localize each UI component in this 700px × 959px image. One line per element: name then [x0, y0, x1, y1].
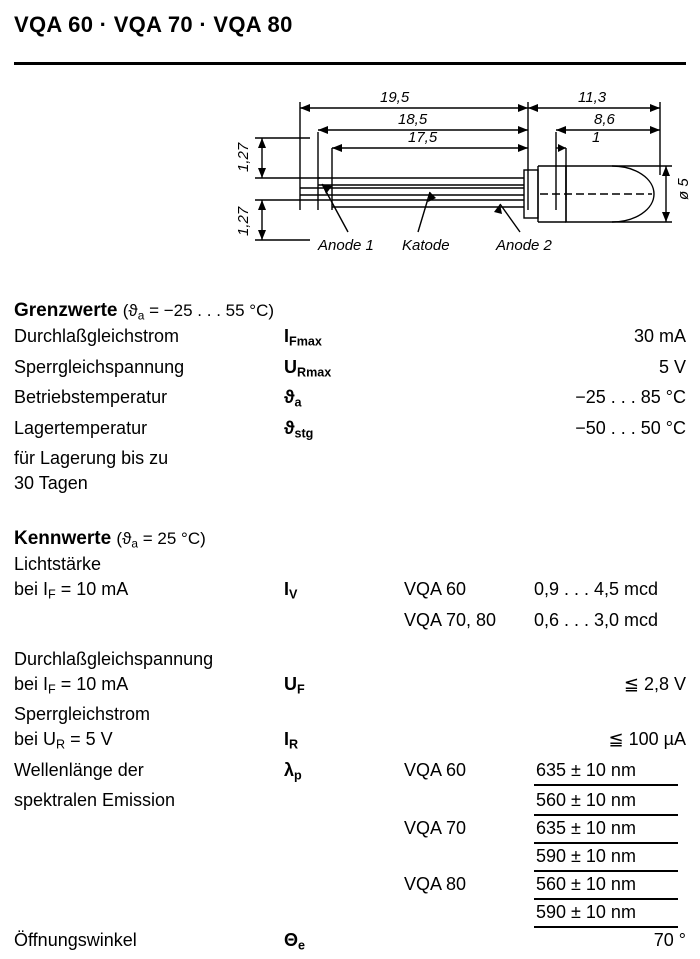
storage-note-line2: 30 Tagen	[14, 473, 88, 494]
limit-symbol: $ϑ_{stg}$	[284, 417, 314, 441]
char-symbol: $I_R$	[284, 729, 299, 752]
table-row	[14, 385, 686, 416]
table-row	[14, 758, 686, 789]
label-anode2: Anode 2	[496, 237, 552, 254]
dim-19-5: 19,5	[380, 89, 410, 106]
limits-heading-text: Grenzwerte	[14, 300, 118, 321]
table-row	[14, 727, 686, 758]
char-type: VQA 70, 80	[404, 609, 497, 630]
wavelength-type: VQA 60	[404, 759, 467, 780]
table-row	[14, 928, 686, 959]
storage-note-line1: für Lagerung bis zu	[14, 448, 169, 469]
table-row	[14, 900, 686, 928]
limits-condition: ($ϑ_a = -25$ . . . 55 °C)	[122, 301, 275, 323]
limit-name: Betriebstemperatur	[14, 387, 168, 408]
table-row	[14, 577, 686, 608]
limits-section	[14, 300, 686, 496]
limit-symbol: $ϑ_a$	[284, 387, 302, 410]
label-anode1: Anode 1	[318, 237, 374, 254]
limit-symbol: $I_{Fmax}$	[284, 326, 322, 349]
wavelength-value: 560 ± 10 nm	[534, 788, 678, 816]
dim-11-3: 11,3	[578, 89, 607, 106]
char-condition: bei $I_F = 10$ mA	[14, 673, 129, 697]
wavelength-value: 635 ± 10 nm	[534, 758, 678, 786]
char-condition: bei $I_F = 10$ mA	[14, 579, 129, 602]
page-title: VQA 60 · VQA 70 · VQA 80	[14, 12, 293, 37]
table-row	[14, 355, 686, 386]
characteristics-section	[14, 528, 686, 959]
dim-1: 1	[592, 129, 601, 146]
char-symbol: $U_F$	[284, 673, 305, 697]
table-row	[14, 844, 686, 872]
table-row	[14, 788, 686, 816]
char-type: VQA 60	[404, 579, 467, 600]
title-divider	[14, 62, 686, 65]
wavelength-type: VQA 80	[404, 874, 467, 895]
table-row	[14, 816, 686, 844]
table-row	[14, 672, 686, 703]
limit-value: −50 . . . 50 °C	[575, 417, 686, 438]
table-row	[14, 552, 686, 577]
limit-symbol: $U_{Rmax}$	[284, 356, 332, 380]
dim-18-5: 18,5	[398, 111, 428, 128]
char-value: 0,6 . . . 3,0 mcd	[534, 609, 659, 630]
wavelength-value: 560 ± 10 nm	[534, 872, 678, 900]
char-symbol: $I_V$	[284, 579, 298, 602]
wavelength-name2: spektralen Emission	[14, 790, 176, 811]
wavelength-value: 590 ± 10 nm	[534, 844, 678, 872]
limit-name: Lagertemperatur	[14, 417, 148, 438]
dim-17-5: 17,5	[408, 129, 438, 146]
char-condition: bei $U_R = 5$ V	[14, 729, 113, 752]
dim-8-6: 8,6	[594, 111, 615, 128]
char-name: Lichtstärke	[14, 554, 102, 575]
table-row	[14, 324, 686, 355]
table-row	[14, 702, 686, 727]
limit-value: 5 V	[658, 356, 686, 377]
dim-diameter: ø 5	[675, 178, 692, 200]
char-name: Durchlaßgleichspannung	[14, 648, 214, 669]
wavelength-symbol: $\lambda_p$	[284, 759, 302, 783]
wavelength-name: Wellenlänge der	[14, 759, 144, 780]
char-name: Sperrgleichstrom	[14, 704, 151, 725]
angle-value: 70 °	[653, 930, 686, 951]
angle-symbol: $\Theta_e$	[284, 930, 306, 953]
angle-name: Öffnungswinkel	[14, 930, 137, 951]
dim-1-27-upper: 1,27	[235, 142, 252, 172]
char-value: ≦ 100 µA	[608, 729, 686, 750]
limit-name: Durchlaßgleichstrom	[14, 326, 180, 347]
label-katode: Katode	[402, 237, 450, 254]
table-row	[14, 872, 686, 900]
wavelength-value: 635 ± 10 nm	[534, 816, 678, 844]
package-drawing	[0, 80, 700, 290]
wavelength-type: VQA 70	[404, 818, 467, 839]
table-row	[14, 608, 686, 633]
limit-value: −25 . . . 85 °C	[575, 387, 686, 408]
char-value: ≦ 2,8 V	[623, 673, 686, 694]
char-value: 0,9 . . . 4,5 mcd	[534, 579, 659, 600]
table-row	[14, 416, 686, 447]
characteristics-condition: ($ϑ_a = 25$ °C)	[116, 529, 206, 551]
limits-heading	[14, 300, 686, 322]
dim-1-27-lower: 1,27	[235, 206, 252, 236]
limit-value: 30 mA	[633, 326, 686, 347]
table-row	[14, 647, 686, 672]
limit-name: Sperrgleichspannung	[14, 356, 185, 377]
characteristics-heading	[14, 528, 686, 550]
characteristics-heading-text: Kennwerte	[14, 528, 112, 549]
drawing-svg	[0, 80, 700, 290]
wavelength-value: 590 ± 10 nm	[534, 900, 678, 928]
